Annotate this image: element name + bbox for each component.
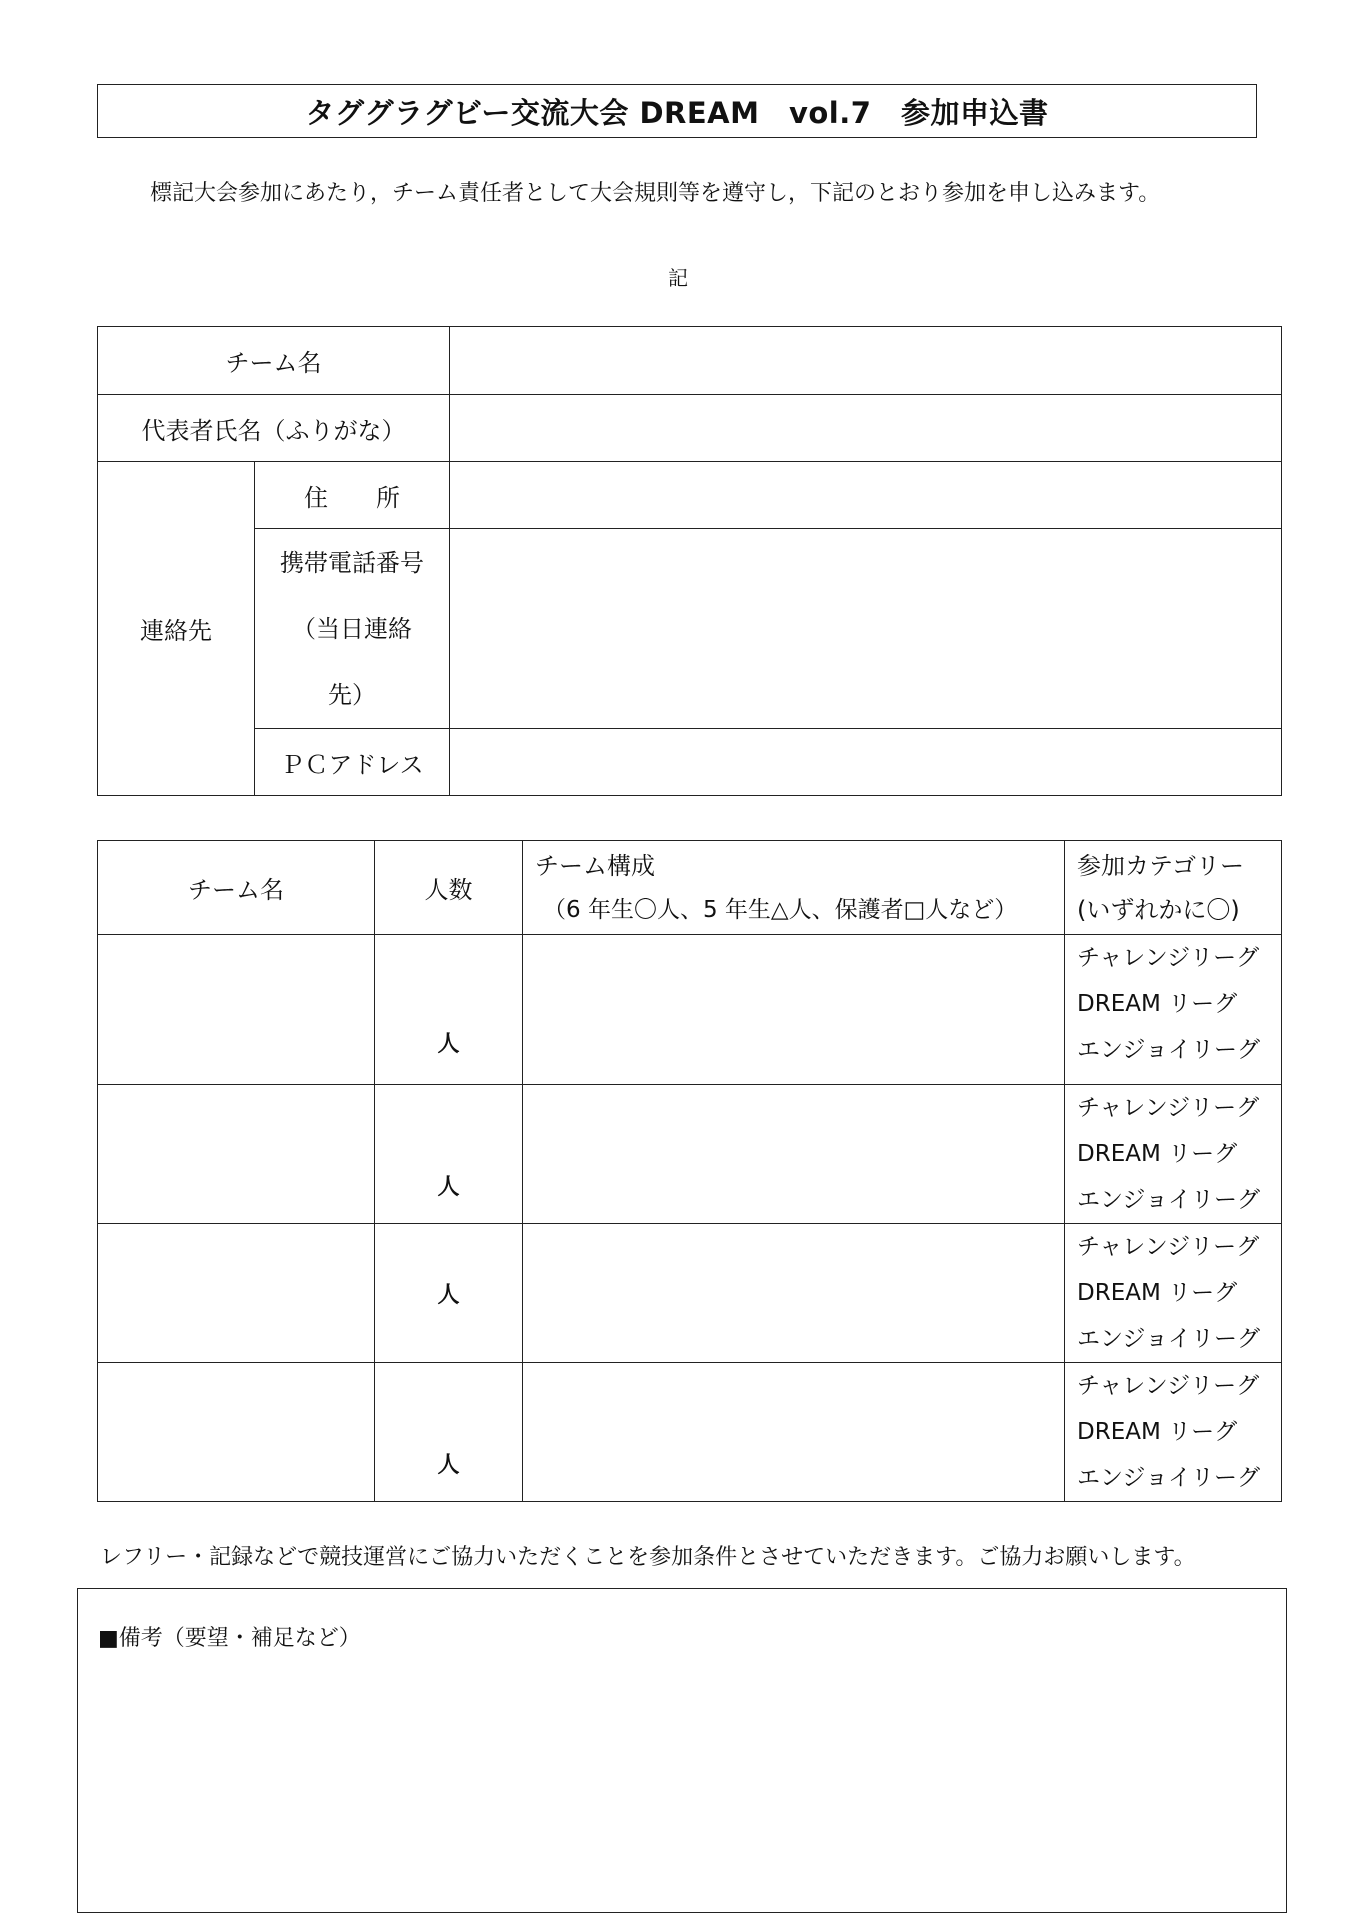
team-name-label: チーム名 xyxy=(98,327,450,395)
composition-cell[interactable] xyxy=(523,1085,1065,1224)
form-title: タググラグビー交流大会 DREAM vol.7 参加申込書 xyxy=(97,84,1257,138)
category-cell[interactable] xyxy=(1065,1085,1282,1224)
header-count: 人数 xyxy=(375,841,523,935)
category-dream[interactable]: DREAM リーグ xyxy=(1077,991,1238,1017)
count-cell[interactable] xyxy=(375,1363,523,1502)
participation-note: レフリー・記録などで競技運営にご協力いただくことを参加条件とさせていただきます。ご協力お願いします。 xyxy=(100,1545,1196,1570)
category-dream[interactable]: DREAM リーグ xyxy=(1077,1419,1238,1445)
composition-cell[interactable] xyxy=(523,1224,1065,1363)
category-enjoy[interactable]: エンジョイリーグ xyxy=(1077,1187,1260,1213)
category-challenge[interactable]: チャレンジリーグ xyxy=(1077,945,1260,971)
category-enjoy[interactable]: エンジョイリーグ xyxy=(1077,1465,1260,1491)
intro-text: 標記大会参加にあたり，チーム責任者として大会規則等を遵守し，下記のとおり参加を申し込みます。 xyxy=(150,181,1161,206)
category-challenge[interactable]: チャレンジリーグ xyxy=(1077,1095,1260,1121)
address-label: 住 所 xyxy=(255,462,450,529)
person-unit: 人 xyxy=(437,1453,460,1478)
phone-label-line1: 携帯電話番号 xyxy=(280,548,424,577)
pc-address-label: ＰＣアドレス xyxy=(255,729,450,796)
pc-address-field[interactable] xyxy=(450,729,1282,796)
person-unit: 人 xyxy=(437,1282,460,1308)
phone-label-line2: （当日連絡 xyxy=(292,614,412,643)
category-cell[interactable] xyxy=(1065,1224,1282,1363)
teams-table xyxy=(97,840,1282,1502)
team-name-field[interactable] xyxy=(450,327,1282,395)
person-unit: 人 xyxy=(437,1032,460,1057)
representative-field[interactable] xyxy=(450,395,1282,462)
phone-label xyxy=(255,529,450,729)
ki-mark: 記 xyxy=(668,266,688,290)
remarks-box[interactable] xyxy=(77,1588,1287,1913)
representative-label: 代表者氏名（ふりがな） xyxy=(98,395,450,462)
address-field[interactable] xyxy=(450,462,1282,529)
header-category-line1: 参加カテゴリー xyxy=(1077,851,1245,880)
phone-field[interactable] xyxy=(450,529,1282,729)
count-cell[interactable] xyxy=(375,935,523,1085)
person-unit: 人 xyxy=(437,1175,460,1200)
contact-label: 連絡先 xyxy=(98,462,255,796)
header-team-name: チーム名 xyxy=(98,841,375,935)
category-enjoy[interactable]: エンジョイリーグ xyxy=(1077,1326,1260,1352)
category-dream[interactable]: DREAM リーグ xyxy=(1077,1280,1238,1306)
header-category-line2: (いずれかに〇) xyxy=(1077,895,1240,924)
category-challenge[interactable]: チャレンジリーグ xyxy=(1077,1234,1260,1260)
count-cell[interactable] xyxy=(375,1085,523,1224)
category-challenge[interactable]: チャレンジリーグ xyxy=(1077,1373,1260,1399)
category-enjoy[interactable]: エンジョイリーグ xyxy=(1077,1037,1260,1063)
applicant-info-table xyxy=(97,326,1282,796)
category-dream[interactable]: DREAM リーグ xyxy=(1077,1141,1238,1167)
header-composition xyxy=(523,841,1065,935)
category-cell[interactable] xyxy=(1065,935,1282,1085)
team-name-cell[interactable] xyxy=(98,1085,375,1224)
team-name-cell[interactable] xyxy=(98,1224,375,1363)
remarks-label: ■備考（要望・補足など） xyxy=(98,1626,361,1651)
composition-cell[interactable] xyxy=(523,935,1065,1085)
category-cell[interactable] xyxy=(1065,1363,1282,1502)
header-category xyxy=(1065,841,1282,935)
count-cell[interactable] xyxy=(375,1224,523,1363)
team-name-cell[interactable] xyxy=(98,1363,375,1502)
header-composition-line2: （6 年生〇人、5 年生△人、保護者□人など） xyxy=(543,896,1018,923)
composition-cell[interactable] xyxy=(523,1363,1065,1502)
phone-label-line3: 先） xyxy=(328,680,376,709)
header-composition-line1: チーム構成 xyxy=(535,851,655,880)
team-name-cell[interactable] xyxy=(98,935,375,1085)
